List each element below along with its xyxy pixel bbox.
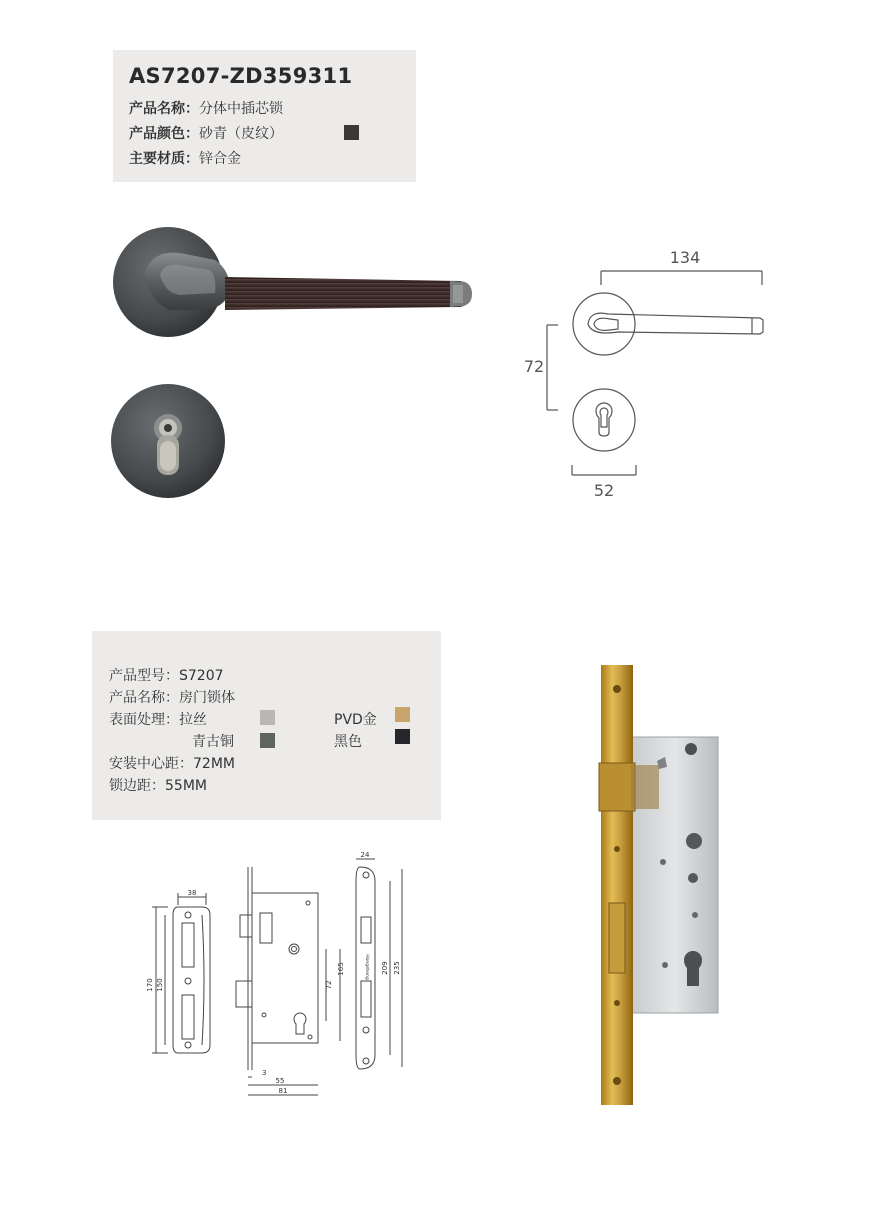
finish-swatch-pvd-gold <box>395 707 410 722</box>
handle-dimension-drawing <box>520 240 780 510</box>
finish-name: 黑色 <box>334 734 362 750</box>
dim-label-rose: 52 <box>593 481 615 500</box>
info-value: 锌合金 <box>199 151 241 167</box>
dim-step: 3 <box>262 1069 267 1077</box>
info-row-backset <box>109 775 207 795</box>
dim-cover-width: 24 <box>360 851 370 859</box>
dim-faceplate-height: 170 <box>146 978 154 992</box>
finish-name: 青古铜 <box>192 734 234 750</box>
dim-label-width: 134 <box>669 248 701 267</box>
dim-strike-height: 209 <box>381 961 389 975</box>
cylinder-keyhole <box>154 414 182 475</box>
cylinder-hole-outline <box>294 1013 306 1034</box>
info-row-model <box>109 665 224 685</box>
escutcheon-outline <box>573 389 635 451</box>
info-label: 锁边距： <box>109 778 165 794</box>
lockbody-info-card <box>92 631 441 820</box>
lock-case-outline <box>252 893 318 1043</box>
rose-outline <box>573 293 635 355</box>
info-value: S7207 <box>179 668 224 684</box>
info-label: 安装中心距： <box>109 756 193 772</box>
info-row-material <box>129 148 241 168</box>
finish-name: 拉丝 <box>179 712 207 728</box>
info-value: 砂青（皮纹） <box>199 126 283 142</box>
finish-swatch-brushed <box>260 710 275 725</box>
info-row-finish <box>109 709 207 729</box>
info-row-center-distance <box>109 753 235 773</box>
info-label: 表面处理： <box>109 712 179 728</box>
dim-backset: 55 <box>275 1077 285 1085</box>
dead-bolt <box>609 903 625 973</box>
dim-strike-total: 235 <box>393 961 401 975</box>
info-label: 产品名称： <box>109 690 179 706</box>
info-row-name <box>109 687 235 707</box>
product-info-card <box>113 50 416 182</box>
gold-faceplate <box>601 665 633 1105</box>
leather-lever <box>225 277 471 310</box>
lockbody-dimension-drawing <box>140 845 420 1105</box>
color-swatch <box>344 125 359 140</box>
brand-mark: Hongsheng <box>364 954 369 980</box>
info-value: 55MM <box>165 778 207 794</box>
dim-faceplate-width: 38 <box>187 889 197 897</box>
lockbody-photo <box>595 665 735 1105</box>
dim-body-depth: 81 <box>278 1087 288 1095</box>
info-value: 72MM <box>193 756 235 772</box>
dim-hole-spacing: 150 <box>156 978 164 992</box>
dim-center-distance: 72 <box>325 980 333 990</box>
info-label: 产品名称： <box>129 101 199 117</box>
info-row-name <box>129 98 283 118</box>
lever-handle-photo <box>105 215 485 515</box>
dim-label-spacing: 72 <box>523 357 545 376</box>
info-label: 产品型号： <box>109 668 179 684</box>
latch-bolt <box>599 763 635 811</box>
info-value: 房门锁体 <box>179 690 235 706</box>
finish-swatch-black <box>395 729 410 744</box>
info-value: 分体中插芯锁 <box>199 101 283 117</box>
info-row-color <box>129 123 283 143</box>
info-label: 产品颜色： <box>129 126 199 142</box>
finish-name: PVD金 <box>334 712 377 728</box>
info-label: 主要材质： <box>129 151 199 167</box>
finish-swatch-bronze <box>260 733 275 748</box>
product-model-title: AS7207-ZD359311 <box>129 64 353 88</box>
dim-body-height: 165 <box>337 962 345 976</box>
lever-outline <box>588 313 763 334</box>
